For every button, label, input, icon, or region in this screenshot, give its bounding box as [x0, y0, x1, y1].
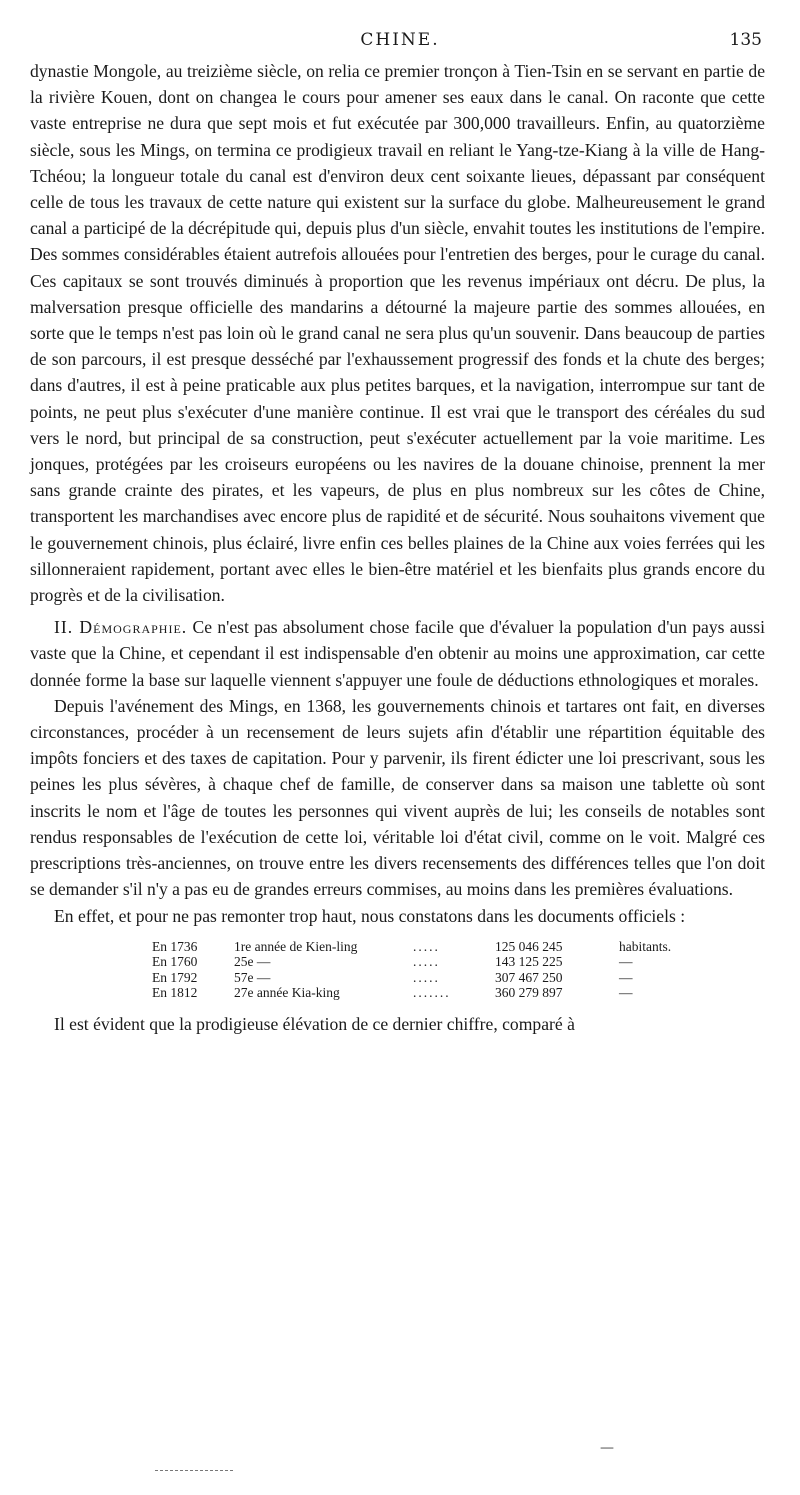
census-year: En 1736 [152, 938, 198, 954]
paragraph-documents: En effet, et pour ne pas remonter trop haut, nous constatons dans les documents officiels : [54, 905, 686, 926]
census-reign: 27e année Kia-king [234, 985, 340, 1001]
census-table [152, 939, 693, 1001]
paragraph-demographie [30, 614, 765, 693]
section-heading: II. Démographie. [54, 617, 188, 638]
census-year: En 1792 [152, 969, 198, 985]
census-population: 307 467 250 [495, 969, 563, 985]
census-leader-dots: ..... [413, 969, 440, 985]
census-year: En 1812 [152, 985, 198, 1001]
census-population: 125 046 245 [495, 938, 563, 954]
census-reign: 25e — [234, 954, 271, 970]
paragraph-recensement: Depuis l'avénement des Mings, en 1368, les gouvernements chinois et tartares ont fait, en diverses circonstances, procéder à un recensement de leurs sujets afin d'établir une répartition équitable des impôts fonciers et des taxes de capitation. Pour y parvenir, ils firent édicter une loi prescrivant, sous les peines les plus sévères, à chaque chef de famille, de conserver dans sa maison une tablette où sont inscrits le nom et l'âge de toutes les personnes qui vivent auprès de lui; les conseils de notables sont rendus responsables de l'exécution de cette loi, véritable loi d'état civil, comme on le voit. Malgré ces prescriptions très-anciennes, on trouve entre les divers recensements des différences telles que l'on doit se demander s'il n'y a pas eu de grandes erreurs commises, au moins dans les premières évaluations. [30, 695, 765, 900]
running-header [0, 30, 800, 58]
running-title: CHINE. [360, 30, 440, 50]
footer-mark: — [600, 1440, 614, 1456]
census-unit: habitants. [619, 938, 672, 954]
census-leader-dots: ..... [413, 954, 440, 970]
paragraph-demographie-text: Ce n'est pas absolument chose facile que d'évaluer la population d'un pays aussi vaste que la Chine, et cependant il est indispensable d'en obtenir au moins une approximation, car cette donnée forme la base sur laquelle viennent s'appuyer une foule de déductions ethnologiques et morales. [30, 617, 765, 690]
census-year: En 1760 [152, 954, 198, 970]
table-row [152, 985, 693, 1001]
census-unit: — [619, 985, 633, 1001]
census-reign: 57e — [234, 969, 271, 985]
census-reign: 1re année de Kien-ling [234, 938, 358, 954]
table-row [152, 939, 693, 955]
census-population: 360 279 897 [495, 985, 563, 1001]
page-body [30, 58, 765, 1037]
paragraph-canal: dynastie Mongole, au treizième siècle, on relia ce premier tronçon à Tien-Tsin en se servant en partie de la rivière Kouen, dont on changea le cours pour amener ses eaux dans le canal. On raconte que cette vaste entreprise ne dura que sept mois et fut exécutée par 300,000 travailleurs. Enfin, au quatorzième siècle, sous les Mings, on termina ce prodigieux travail en reliant le Yang-tze-Kiang à la ville de Hang-Tchéou; la longueur totale du canal est d'environ deux cent soixante lieues, dépassant par conséquent celle de tous les travaux de cette nature qui existent sur la surface du globe. Malheureusement le grand canal a participé de la décrépitude qui, depuis plus d'un siècle, envahit toutes les institutions de l'empire. Des sommes considérables étaient autrefois allouées pour l'entretien des berges, pour le curage du canal. Ces capitaux se sont trouvés diminués à proportion que les revenus impériaux ont décru. De plus, la malversation presque officielle des mandarins a détourné la majeure partie des sommes allouées, en sorte que le temps n'est pas loin où le grand canal ne sera plus qu'un souvenir. Dans beaucoup de parties de son parcours, il est presque desséché par l'exhaussement progressif des fonds et la chute des berges; dans d'autres, il est à peine praticable aux plus petites barques, et la navigation, interrompue sur tant de points, ne peut plus s'exécuter d'une manière continue. Il est vrai que le transport des céréales du sud vers le nord, but principal de sa construction, peut s'exécuter actuellement par la voie maritime. Les jonques, protégées par les croiseurs européens ou les navires de la douane chinoise, prennent la mer sans grande crainte des pirates, et les vapeurs, de plus en plus nombreux sur les côtes de Chine, transportent les marchandises avec encore plus de rapidité et de sécurité. Nous souhaitons vivement que le gouvernement chinois, plus éclairé, livre enfin ces belles plaines de la Chine aux voies ferrées qui les sillonneraient rapidement, portant avec elles le bien-être matériel et les bienfaits plus grands encore du progrès et de la civilisation. [30, 61, 765, 606]
footer-rule [155, 1470, 233, 1471]
page-number: 135 [729, 30, 762, 50]
table-row [152, 954, 693, 970]
census-population: 143 125 225 [495, 954, 563, 970]
paragraph-evident: Il est évident que la prodigieuse élévation de ce dernier chiffre, comparé à [54, 1013, 575, 1034]
census-leader-dots: ..... [413, 938, 440, 954]
table-row [152, 970, 693, 986]
census-unit: — [619, 969, 633, 985]
census-unit: — [619, 954, 633, 970]
census-leader-dots: ....... [413, 985, 451, 1001]
